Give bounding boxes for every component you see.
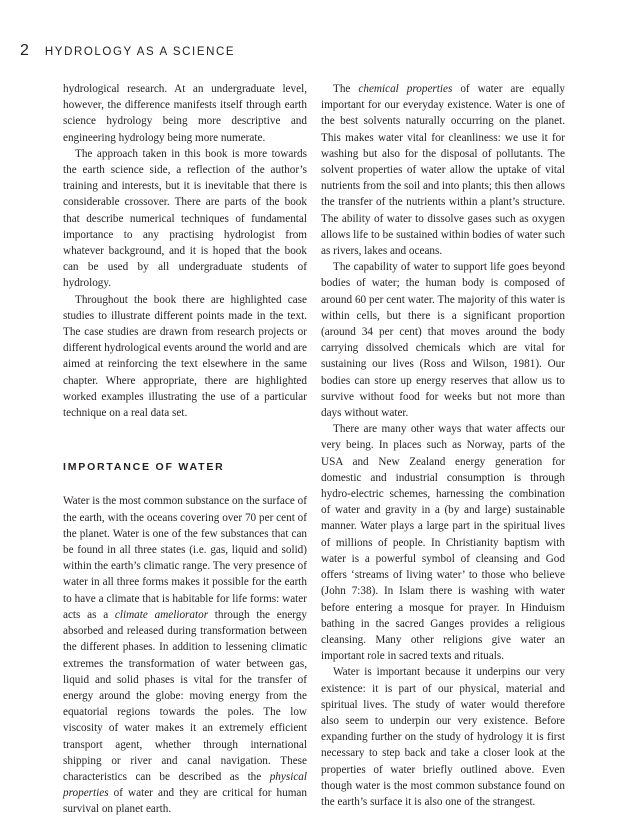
left-column bbox=[63, 81, 307, 818]
section-heading: IMPORTANCE OF WATER bbox=[63, 461, 225, 474]
right-column bbox=[321, 81, 565, 810]
text-run: of water and they are critical for human survival on planet earth. bbox=[63, 787, 307, 816]
paragraph: Water is important because it underpins our very existence: it is part of our physical, material and spiritual lives. The study of water would therefore also seem to underpin our very existence. Before expanding further on the study of hydrology it is first necessary to step back and take a closer look at the properties of water briefly outlined above. Even though water is the most common substance found on the earth’s surface it is also one of the strangest. bbox=[321, 666, 565, 808]
page-number: 2 bbox=[20, 42, 29, 59]
emphasis: chemical properties bbox=[358, 83, 453, 95]
page-header bbox=[20, 42, 235, 62]
text-run: Water is the most common substance on the surface of the earth, with the oceans covering over 70 per cent of the planet. Water is one of the few substances that can be found in all three states (i.e. gas, liquid and solid) within the earth’s climatic range. The very presence of water in all three forms makes it possible for the earth to have a climate that is habitable for life forms: water acts as a bbox=[63, 495, 307, 621]
emphasis: climate ameliorator bbox=[114, 608, 209, 621]
paragraph: There are many other ways that water affects our very being. In places such as Norway, parts of the USA and New Zealand energy generation for domestic and industrial consumption is through hydro-electric schemes, harnessing the combination of water and gravity in a (by and large) sustainable manner. Water plays a large part in the spiritual lives of millions of people. In Christianity baptism with water is a powerful symbol of cleansing and God offers ‘streams of living water’ to those who believe (John 7:38). In Islam there is washing with water before entering a mosque for prayer. In Hinduism bathing in the sacred Ganges provides a religious cleansing. Many other religions give water an important role in sacred texts and rituals. bbox=[321, 423, 565, 663]
paragraph: hydrological research. At an undergraduate level, however, the difference manifests itself through earth science hydrology being more descriptive and engineering hydrology being more numerate. bbox=[63, 83, 307, 144]
emphasis: physical properties bbox=[63, 770, 307, 800]
paragraph: The approach taken in this book is more towards the earth science side, a reflection of the author’s training and interests, but it is inevitable that there is considerable crossover. There are parts of the book that describe numerical techniques of fundamental importance to any practising hydrologist from whatever background, and it is hoped that the book can be used by all undergraduate students of hydrology. bbox=[63, 147, 307, 290]
text-run: of water are equally important for our everyday existence. Water is one of the best solvents naturally occurring on the planet. This makes water vital for cleanliness: we use it for washing but also for the disposal of pollutants. The solvent properties of water allow the uptake of vital nutrients from the soil and into plants; this then allows the transfer of the nutrients within a plant’s structure. The ability of water to dissolve gases such as oxygen allows life to be sustained within bodies of water such as rivers, lakes and oceans. bbox=[321, 83, 565, 258]
paragraph: The capability of water to support life goes beyond bodies of water; the human body is composed of around 60 per cent water. The majority of this water is within cells, but there is a significant proportion (around 34 per cent) that moves around the body carrying dissolved chemicals which are vital for sustaining our lives (Ross and Wilson, 1981). Our bodies can store up energy reserves that allow us to survive without food for weeks but not more than days without water. bbox=[321, 261, 565, 420]
paragraph bbox=[63, 493, 307, 817]
paragraph: Throughout the book there are highlighted case studies to illustrate different points made in the text. The case studies are drawn from research projects or different hydrological events around the world and are aimed at reinforcing the text elsewhere in the same chapter. Where appropriate, there are highlighted worked examples illustrating the use of a particular technique on a real data set. bbox=[63, 293, 307, 420]
text-run: through the energy absorbed and released during transformation between the different phases. In addition to lessening climatic extremes the transformation of water between gas, liquid and solid phases is vital for the transfer of energy around the globe: moving energy from the equatorial regions towards the poles. The low viscosity of water makes it an extremely efficient transport agent, whether through international shipping or river and canal navigation. These characteristics can be described as the bbox=[63, 608, 307, 783]
paragraph bbox=[321, 81, 565, 259]
running-head: HYDROLOGY AS A SCIENCE bbox=[44, 46, 236, 58]
text-run: The bbox=[333, 83, 351, 95]
